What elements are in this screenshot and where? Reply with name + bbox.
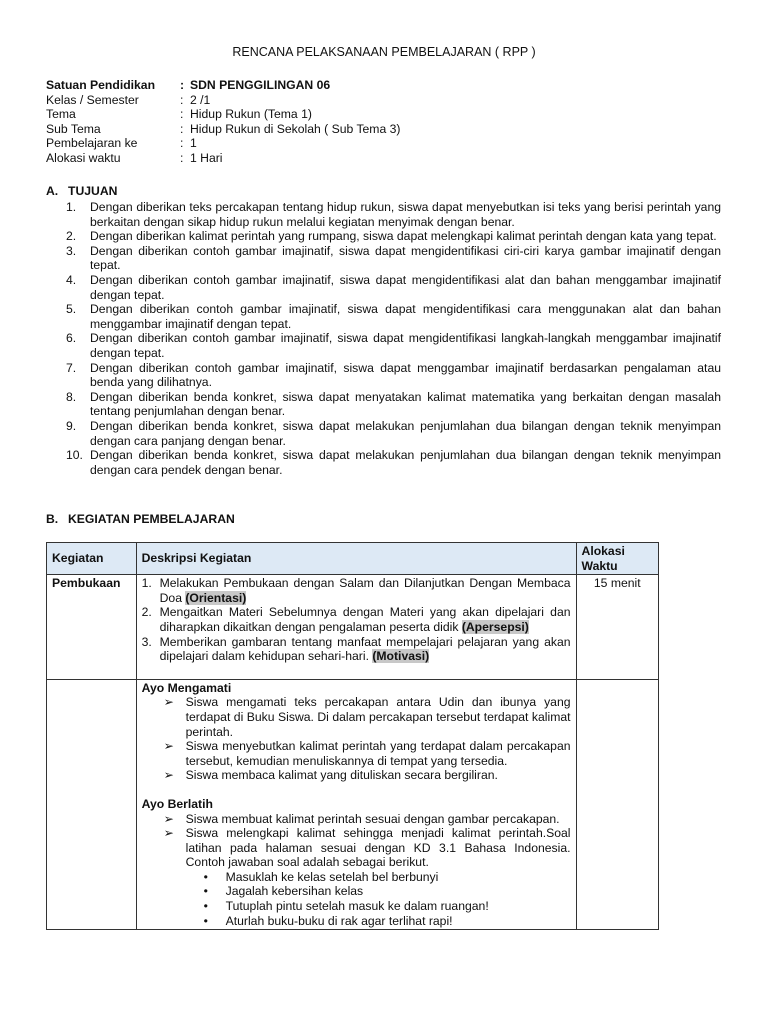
list-text: Tutuplah pintu setelah masuk ke dalam ruangan! <box>225 899 489 914</box>
list-item <box>164 768 571 783</box>
list-item <box>66 448 721 477</box>
step-tag: (Orientasi) <box>185 590 247 605</box>
list-item <box>204 884 571 899</box>
bullet-icon: • <box>203 913 208 928</box>
list-text: Siswa mengamati teks percakapan antara Udin dan ibunya yang terdapat di Buku Siswa. Di dalam percakapan tersebut terdapat kalimat perintah. <box>185 695 571 739</box>
step-number: 1. <box>141 576 152 591</box>
list-number: 2. <box>66 229 77 244</box>
bullet-icon: • <box>203 869 208 884</box>
info-value: 1 <box>190 136 197 151</box>
list-text: Siswa membuat kalimat perintah sesuai dengan gambar percakapan. <box>185 811 560 826</box>
inti-description <box>136 679 576 930</box>
info-label: Tema <box>46 107 76 122</box>
ayo-berlatih-title: Ayo Berlatih <box>141 796 213 811</box>
arrow-bullet-icon: ➢ <box>163 826 174 841</box>
list-item <box>204 899 571 914</box>
info-separator: : <box>180 92 184 107</box>
info-label: Satuan Pendidikan <box>46 78 156 92</box>
info-label: Pembelajaran ke <box>46 136 138 151</box>
step-text: Memberikan gambaran tentang manfaat mempelajari pelajaran yang akan dipelajari dalam kehidupan sehari-hari. <box>159 634 571 664</box>
list-number: 1. <box>66 200 77 214</box>
step-number: 2. <box>141 605 152 620</box>
list-item <box>204 870 571 885</box>
info-separator: : <box>180 121 184 136</box>
list-number: 3. <box>66 243 77 258</box>
arrow-bullet-icon: ➢ <box>163 768 174 783</box>
section-letter: B. <box>46 512 59 526</box>
list-text: Dengan diberikan contoh gambar imajinatif, siswa dapat mengidentifikasi cara menggunakan alat dan bahan menggambar imajinatif dengan tepat. <box>90 302 721 331</box>
header-deskripsi: Deskripsi Kegiatan <box>136 543 576 575</box>
arrow-bullet-icon: ➢ <box>163 811 174 826</box>
table-row <box>47 575 659 680</box>
list-number: 6. <box>66 331 77 346</box>
info-label: Sub Tema <box>46 121 101 136</box>
step-tag: (Motivasi) <box>372 649 430 664</box>
list-text: Jagalah kebersihan kelas <box>225 884 364 899</box>
table-row <box>47 679 659 930</box>
list-text: Siswa menyebutkan kalimat perintah yang terdapat dalam percakapan tersebut, kemudian menuliskannya di tempat yang tersedia. <box>185 739 571 768</box>
list-text: Siswa membaca kalimat yang dituliskan secara bergiliran. <box>185 768 498 783</box>
info-row <box>46 93 400 108</box>
list-text: Dengan diberikan contoh gambar imajinatif, siswa dapat menggambar imajinatif berdasarkan pengalaman atau benda yang dilihatnya. <box>90 360 721 390</box>
table-header-row <box>47 543 659 575</box>
step-item <box>142 576 571 605</box>
info-value: 2 /1 <box>190 92 211 107</box>
bullet-icon: • <box>203 884 208 899</box>
info-separator: : <box>180 78 185 92</box>
info-row <box>46 122 400 137</box>
step-tag: (Apersepsi) <box>461 619 529 634</box>
step-number: 3. <box>141 634 152 649</box>
ayo-mengamati-title: Ayo Mengamati <box>141 680 232 695</box>
list-number: 10. <box>66 448 83 463</box>
list-item <box>164 739 571 768</box>
header-alokasi: Alokasi Waktu <box>576 543 658 575</box>
list-item <box>66 229 721 244</box>
inti-time <box>576 679 658 930</box>
info-separator: : <box>180 136 184 151</box>
step-text: Mengaitkan Materi Sebelumnya dengan Materi yang akan dipelajari dan diharapkan dikaitkan dengan pengalaman peserta didik <box>159 605 571 634</box>
section-a-heading <box>46 184 117 199</box>
info-separator: : <box>180 107 184 122</box>
list-item <box>164 826 571 870</box>
info-row <box>46 107 400 122</box>
list-item <box>66 361 721 390</box>
info-value: SDN PENGGILINGAN 06 <box>190 78 331 92</box>
section-letter: A. <box>46 184 59 198</box>
list-text: Aturlah buku-buku di rak agar terlihat rapi! <box>225 913 453 928</box>
section-title: KEGIATAN PEMBELAJARAN <box>68 512 235 526</box>
info-value: Hidup Rukun (Tema 1) <box>190 107 312 122</box>
bullet-icon: • <box>203 899 208 914</box>
info-separator: : <box>180 150 184 165</box>
kegiatan-table <box>46 542 659 930</box>
info-label: Alokasi waktu <box>46 150 121 165</box>
arrow-bullet-icon: ➢ <box>163 739 174 754</box>
list-item <box>66 244 721 273</box>
list-number: 8. <box>66 389 77 404</box>
inti-label <box>47 679 137 930</box>
list-number: 7. <box>66 360 77 375</box>
list-number: 5. <box>66 302 77 317</box>
list-number: 4. <box>66 272 77 287</box>
list-text: Masuklah ke kelas setelah bel berbunyi <box>225 869 439 884</box>
pembukaan-description <box>136 575 576 680</box>
list-item <box>204 914 571 929</box>
pembukaan-time: 15 menit <box>576 575 658 680</box>
list-item <box>66 390 721 419</box>
info-row <box>46 78 400 93</box>
list-text: Dengan diberikan kalimat perintah yang rumpang, siswa dapat melengkapi kalimat perintah dengan kata yang tepat. <box>90 229 717 244</box>
info-block <box>46 78 400 166</box>
list-item <box>164 695 571 739</box>
list-item <box>66 419 721 448</box>
pembukaan-label: Pembukaan <box>47 575 137 680</box>
info-value: 1 Hari <box>190 150 223 165</box>
list-text: Dengan diberikan benda konkret, siswa dapat melakukan penjumlahan dua bilangan dengan teknik menyimpan dengan cara pendek dengan benar. <box>90 448 721 477</box>
list-item <box>164 812 571 827</box>
list-text: Siswa melengkapi kalimat sehingga menjadi kalimat perintah.Soal latihan pada halaman sesuai dengan KD 3.1 Bahasa Indonesia. Contoh jawaban soal adalah sebagai berikut. <box>185 826 571 870</box>
info-label: Kelas / Semester <box>46 92 139 107</box>
list-number: 9. <box>66 418 77 433</box>
arrow-bullet-icon: ➢ <box>163 695 174 710</box>
list-item <box>66 302 721 331</box>
step-item <box>142 605 571 634</box>
list-text: Dengan diberikan benda konkret, siswa dapat menyatakan kalimat matematika yang berkaitan dengan masalah tentang penjumlahan dengan benar. <box>90 389 721 419</box>
info-row <box>46 151 400 166</box>
list-item <box>66 200 721 229</box>
info-value: Hidup Rukun di Sekolah ( Sub Tema 3) <box>190 121 401 136</box>
header-kegiatan: Kegiatan <box>47 543 137 575</box>
tujuan-list <box>66 200 721 477</box>
list-text: Dengan diberikan teks percakapan tentang hidup rukun, siswa dapat menyebutkan isi teks yang berisi perintah yang berkaitan dengan sikap hidup rukun melalui kegiatan menyimak dengan benar. <box>90 200 721 229</box>
document-title: RENCANA PELAKSANAAN PEMBELAJARAN ( RPP ) <box>232 45 536 59</box>
list-text: Dengan diberikan benda konkret, siswa dapat melakukan penjumlahan dua bilangan dengan teknik menyimpan dengan cara panjang dengan benar. <box>90 418 721 448</box>
section-b-heading <box>46 512 235 527</box>
list-item <box>66 331 721 360</box>
list-text: Dengan diberikan contoh gambar imajinatif, siswa dapat mengidentifikasi alat dan bahan menggambar imajinatif dengan tepat. <box>90 272 721 302</box>
info-row <box>46 136 400 151</box>
step-text: Melakukan Pembukaan dengan Salam dan Dilanjutkan Dengan Membaca Doa <box>159 576 571 605</box>
list-text: Dengan diberikan contoh gambar imajinatif, siswa dapat mengidentifikasi ciri-ciri karya gambar imajinatif dengan tepat. <box>90 243 721 273</box>
section-title: TUJUAN <box>68 184 118 198</box>
list-text: Dengan diberikan contoh gambar imajinatif, siswa dapat mengidentifikasi langkah-langkah menggambar imajinatif dengan tepat. <box>90 331 721 360</box>
list-item <box>66 273 721 302</box>
step-item <box>142 635 571 664</box>
